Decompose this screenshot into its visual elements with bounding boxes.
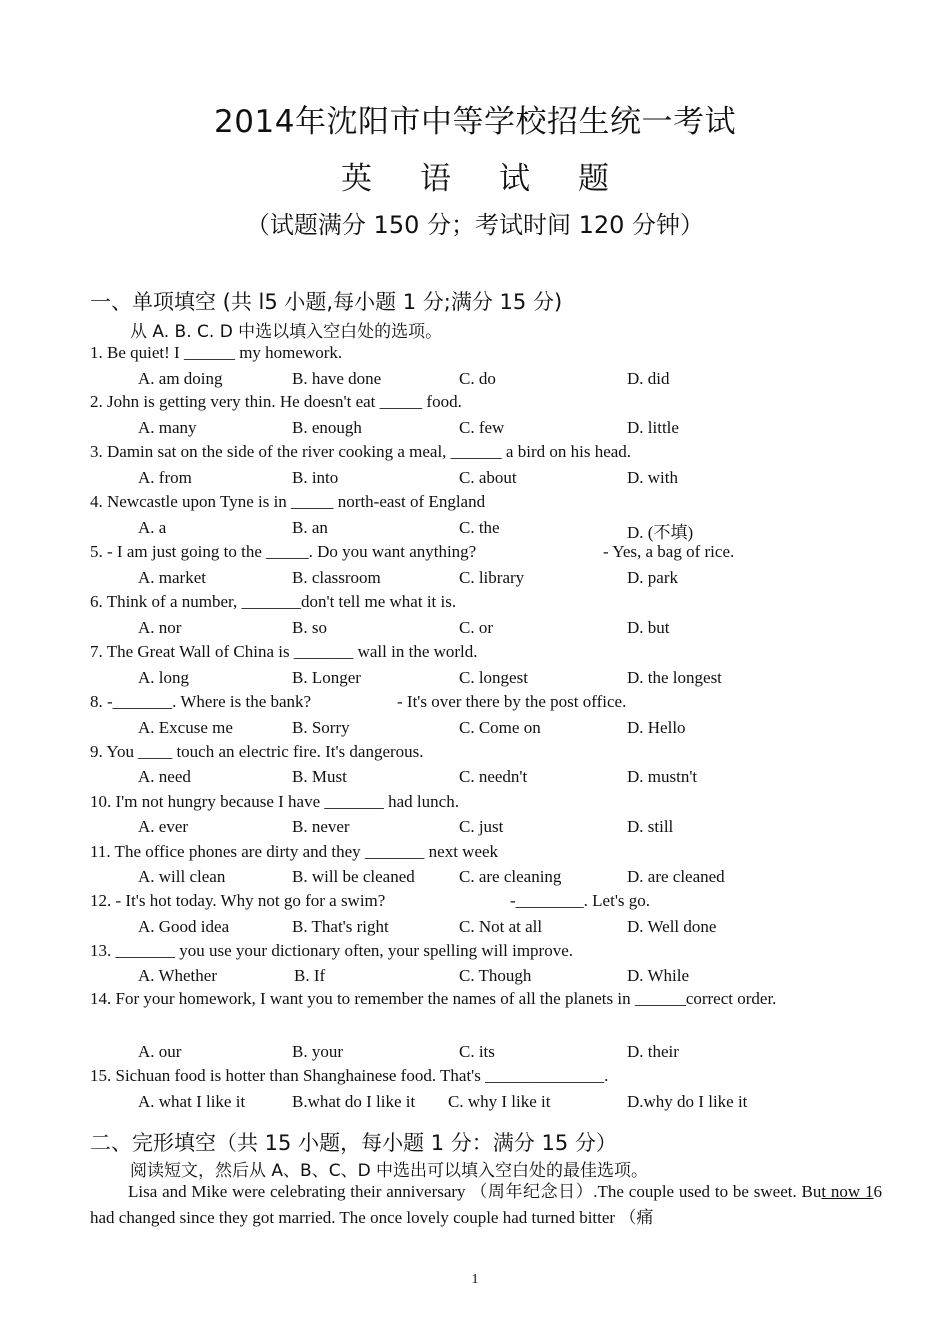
question-text: 8. -_______. Where is the bank? xyxy=(90,692,312,711)
answer-option: A. a xyxy=(138,518,167,537)
question-text: 10. I'm not hungry because I have _______ had lunch. xyxy=(90,792,459,811)
answer-option: D. are cleaned xyxy=(627,867,725,886)
answer-option: C. why I like it xyxy=(448,1092,551,1111)
answer-option: C. or xyxy=(459,618,493,637)
answer-option: A. what I like it xyxy=(138,1092,246,1111)
answer-option: C. library xyxy=(459,568,525,587)
answer-option: D. their xyxy=(627,1042,679,1061)
cloze-paragraph xyxy=(90,1179,882,1231)
answer-option: D. little xyxy=(627,418,679,437)
answer-option: A. many xyxy=(138,418,197,437)
answer-option: A. am doing xyxy=(138,369,223,388)
answer-option: C. Not at all xyxy=(459,917,543,936)
answer-option: D. still xyxy=(627,817,674,836)
page-number: 1 xyxy=(471,1272,479,1287)
answer-option: D. park xyxy=(627,568,678,587)
answer-option: A. our xyxy=(138,1042,182,1061)
question-text: 6. Think of a number, _______don't tell me what it is. xyxy=(90,592,457,611)
dialog-response: - It's over there by the post office. xyxy=(397,692,627,711)
answer-option: A. Excuse me xyxy=(138,718,233,737)
question-text: 7. The Great Wall of China is _______ wall in the world. xyxy=(90,642,478,661)
answer-option: B. Must xyxy=(292,767,347,786)
dialog-response: - Yes, a bag of rice. xyxy=(603,542,735,561)
answer-option: B. enough xyxy=(292,418,362,437)
question-text: 13. _______ you use your dictionary often, your spelling will improve. xyxy=(90,941,574,960)
answer-option: B. If xyxy=(294,966,326,985)
paragraph-text: Lisa and Mike were celebrating their anniversary （周年纪念日）.The couple used to be sweet. Bu xyxy=(128,1182,822,1201)
answer-option: D. but xyxy=(627,618,670,637)
answer-option: C. about xyxy=(459,468,517,487)
question-text: 11. The office phones are dirty and they _______ next week xyxy=(90,842,499,861)
answer-option: C. longest xyxy=(459,668,528,687)
question-text: 12. - It's hot today. Why not go for a swim? xyxy=(90,891,386,910)
answer-option: A. will clean xyxy=(138,867,226,886)
answer-option: D. Well done xyxy=(627,917,717,936)
subject-char: 英 xyxy=(341,161,372,197)
section2-instruction: 阅读短文，然后从 A、B、C、D 中选出可以填入空白处的最佳选项。 xyxy=(130,1161,649,1181)
subject-char: 题 xyxy=(578,161,609,197)
answer-option: B. Longer xyxy=(292,668,361,687)
answer-option: B. an xyxy=(292,518,328,537)
answer-option: D.why do I like it xyxy=(627,1092,748,1111)
answer-option: D. mustn't xyxy=(627,767,698,786)
answer-option: D. with xyxy=(627,468,678,487)
question-text: 14. For your homework, I want you to remember the names of all the planets in ______correct order. xyxy=(90,989,777,1008)
answer-option: C. Come on xyxy=(459,718,541,737)
answer-option: C. are cleaning xyxy=(459,867,562,886)
answer-option: A. nor xyxy=(138,618,182,637)
answer-option: C. do xyxy=(459,369,496,388)
question-text: 4. Newcastle upon Tyne is in _____ north-east of England xyxy=(90,492,486,511)
paragraph-text: 6 had changed since they got married. The once lovely couple had turned bitter （痛 xyxy=(90,1182,882,1227)
subject-char: 试 xyxy=(499,161,530,197)
exam-info: （试题满分 150 分；考试时间 120 分钟） xyxy=(245,211,705,239)
section1-heading: 一、单项填空 (共 l5 小题,每小题 1 分;满分 15 分) xyxy=(90,290,563,314)
answer-option: D. While xyxy=(627,966,690,985)
exam-title: 2014年沈阳市中等学校招生统一考试 xyxy=(214,104,736,140)
answer-option: D. (不填) xyxy=(627,523,694,542)
answer-option: C. the xyxy=(459,518,500,537)
answer-option: B. never xyxy=(292,817,350,836)
answer-option: A. Good idea xyxy=(138,917,230,936)
answer-option: B. classroom xyxy=(292,568,381,587)
answer-option: A. market xyxy=(138,568,206,587)
answer-option: B. into xyxy=(292,468,339,487)
question-text: 5. - I am just going to the _____. Do you want anything? xyxy=(90,542,477,561)
dialog-response: -________. Let's go. xyxy=(510,891,650,910)
answer-option: C. few xyxy=(459,418,505,437)
subject-title xyxy=(0,153,950,198)
answer-option: B. Sorry xyxy=(292,718,350,737)
answer-option: D. did xyxy=(627,369,670,388)
section2-heading: 二、完形填空（共 15 小题，每小题 1 分：满分 15 分） xyxy=(90,1131,617,1155)
question-text: 1. Be quiet! I ______ my homework. xyxy=(90,343,343,362)
answer-option: B. so xyxy=(292,618,327,637)
answer-option: A. Whether xyxy=(138,966,217,985)
answer-option: B. That's right xyxy=(292,917,389,936)
answer-option: D. the longest xyxy=(627,668,722,687)
answer-option: B. your xyxy=(292,1042,343,1061)
answer-option: C. needn't xyxy=(459,767,528,786)
underlined-text: t now 1 xyxy=(821,1182,874,1201)
answer-option: B.what do I like it xyxy=(292,1092,416,1111)
answer-option: D. Hello xyxy=(627,718,686,737)
question-text: 3. Damin sat on the side of the river cooking a meal, ______ a bird on his head. xyxy=(90,442,632,461)
question-text: 9. You ____ touch an electric fire. It's dangerous. xyxy=(90,742,424,761)
answer-option: C. its xyxy=(459,1042,495,1061)
answer-option: A. long xyxy=(138,668,189,687)
answer-option: A. ever xyxy=(138,817,189,836)
question-text: 15. Sichuan food is hotter than Shanghainese food. That's ______________. xyxy=(90,1066,609,1085)
answer-option: C. Though xyxy=(459,966,532,985)
answer-option: A. need xyxy=(138,767,191,786)
answer-option: A. from xyxy=(138,468,192,487)
subject-char: 语 xyxy=(420,161,451,197)
question-text: 2. John is getting very thin. He doesn't eat _____ food. xyxy=(90,392,462,411)
answer-option: B. will be cleaned xyxy=(292,867,415,886)
section1-instruction: 从 A. B. C. D 中选以填入空白处的选项。 xyxy=(130,322,443,342)
answer-option: C. just xyxy=(459,817,504,836)
answer-option: B. have done xyxy=(292,369,382,388)
